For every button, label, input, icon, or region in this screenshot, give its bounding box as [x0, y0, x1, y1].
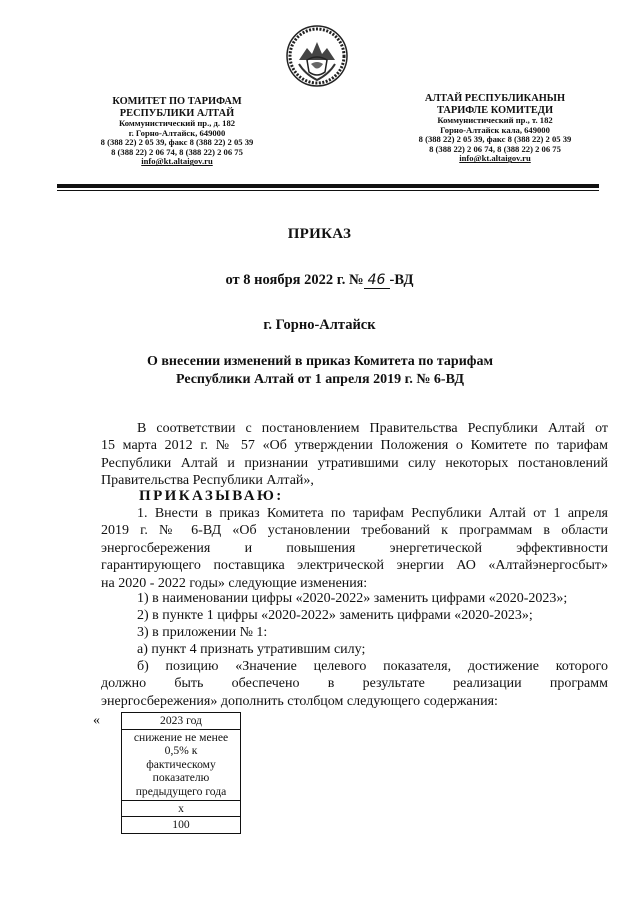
- cell-line: 0,5% к: [164, 744, 198, 758]
- table-row: [122, 817, 241, 834]
- text-line: гарантирующего поставщика электрической энергии АО «Алтайэнергосбыт»: [101, 558, 608, 574]
- email-ru: info@kt.altaigov.ru: [141, 156, 213, 167]
- cell-line: предыдущего года: [135, 784, 227, 798]
- table-cell: 100: [122, 817, 241, 834]
- org-name-alt-line2: ТАРИФЛЕ КОМИТЕДИ: [436, 104, 554, 116]
- order-number-suffix: -ВД: [389, 272, 414, 288]
- coat-of-arms-emblem: [285, 24, 349, 88]
- table-row: [122, 713, 241, 730]
- table-header-cell: 2023 год: [122, 713, 241, 730]
- text-line: 2019 г. № 6-ВД «Об установлении требований к программам в области: [101, 523, 608, 539]
- preamble-paragraph: [101, 420, 608, 490]
- email-alt: info@kt.altaigov.ru: [459, 153, 531, 164]
- phone-ru-line2: 8 (388 22) 2 06 74, 8 (388 22) 2 06 75: [111, 146, 243, 157]
- subject-line: О внесении изменений в приказ Комитета по тарифам: [146, 354, 493, 369]
- phone-alt-line1: 8 (388 22) 2 05 39, факс 8 (388 22) 2 05 39: [418, 134, 572, 145]
- address-ru-line1: Коммунистический пр., д. 182: [118, 118, 236, 128]
- order-date-line: [0, 272, 639, 289]
- table-row: [122, 800, 241, 817]
- table-cell: х: [122, 800, 241, 817]
- address-alt-line1: Коммунистический пр., т. 182: [437, 115, 553, 125]
- org-name-alt-line1: АЛТАЙ РЕСПУБЛИКАНЫН: [424, 93, 566, 104]
- order-keyword: ПРИКАЗЫВАЮ:: [139, 488, 284, 504]
- cell-line: снижение не менее: [133, 730, 229, 744]
- city: г. Горно-Алтайск: [263, 317, 376, 333]
- header-divider-thin: [57, 190, 599, 191]
- table-cell: [122, 729, 241, 800]
- order-number: 46: [364, 272, 390, 289]
- subject-line: Республики Алтай от 1 апреля 2019 г. № 6-ВД: [175, 371, 465, 387]
- coat-of-arms-icon: [285, 24, 349, 88]
- text-line: В соответствии с постановлением Правительства Республики Алтай от: [137, 421, 608, 436]
- address-alt-line2: Горно-Алтайск кала, 649000: [440, 124, 550, 135]
- header-left: [88, 96, 266, 167]
- list-item: а) пункт 4 признать утратившим силу;: [137, 642, 366, 657]
- cell-line: фактическому: [146, 757, 216, 771]
- text-line: энергосбережения» дополнить столбцом следующего содержания:: [101, 693, 498, 709]
- text-line: б) позицию «Значение целевого показателя, достижение которого: [137, 659, 608, 674]
- text-line: Республики Алтай и признании утратившими силу некоторых постановлений: [101, 455, 608, 471]
- text-line: энергосбережения и повышения энергетической эффективности: [101, 540, 608, 556]
- order-date: от 8 ноября 2022 г. №: [225, 272, 364, 288]
- org-name-ru-line1: КОМИТЕТ ПО ТАРИФАМ: [112, 96, 242, 107]
- header-right: [407, 93, 583, 164]
- table-row: [122, 729, 241, 800]
- text-line: 1. Внести в приказ Комитета по тарифам Республики Алтай от 1 апреля: [137, 506, 608, 521]
- order-subject: [110, 353, 530, 388]
- list-item: 3) в приложении № 1:: [137, 625, 268, 640]
- open-quote: «: [93, 713, 100, 728]
- target-value-table: [121, 712, 241, 834]
- text-line: 15 марта 2012 г. № 57 «Об утверждении Положения о Комитете по тарифам: [101, 438, 608, 454]
- text-line: на 2020 - 2022 годы» следующие изменения:: [101, 575, 368, 591]
- header-divider-thick: [57, 184, 599, 188]
- org-name-ru-line2: РЕСПУБЛИКИ АЛТАЙ: [119, 107, 235, 119]
- clause-b-paragraph: [101, 658, 608, 710]
- phone-ru-line1: 8 (388 22) 2 05 39, факс 8 (388 22) 2 05 39: [100, 137, 254, 148]
- phone-alt-line2: 8 (388 22) 2 06 74, 8 (388 22) 2 06 75: [429, 143, 561, 154]
- address-ru-line2: г. Горно-Алтайск, 649000: [128, 127, 226, 138]
- clause-1-paragraph: [101, 505, 608, 592]
- list-item: 2) в пункте 1 цифры «2020-2022» заменить цифрами «2020-2023»;: [137, 608, 533, 623]
- document-title: ПРИКАЗ: [287, 226, 352, 242]
- cell-line: показателю: [152, 771, 210, 785]
- list-item: 1) в наименовании цифры «2020-2022» заменить цифрами «2020-2023»;: [137, 591, 568, 606]
- text-line: должно быть обеспечено в результате реализации программ: [101, 676, 608, 692]
- text-line: Правительства Республики Алтай»,: [101, 473, 314, 489]
